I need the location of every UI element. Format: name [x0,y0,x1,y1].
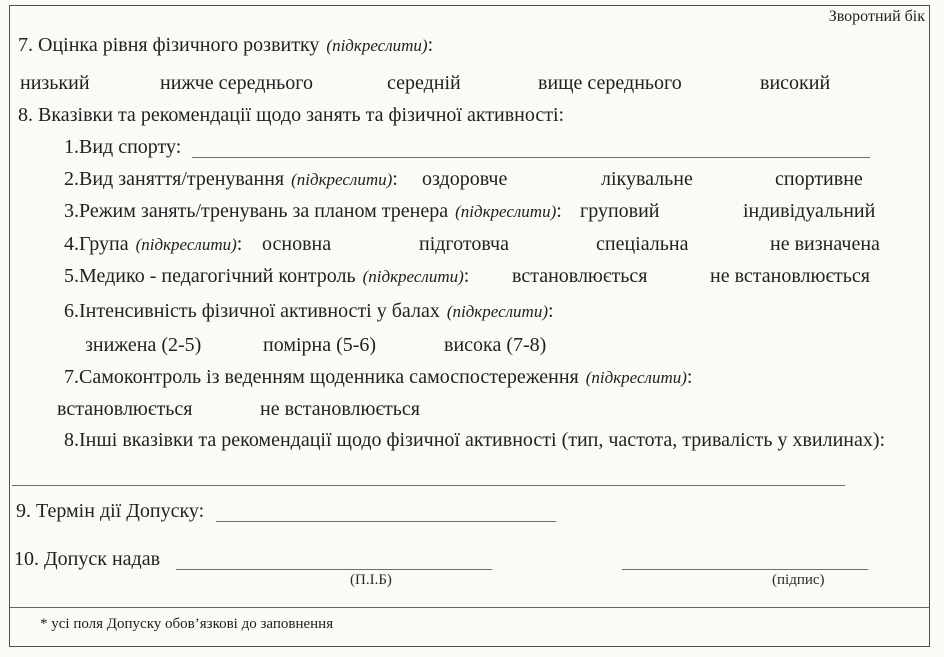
colon: : [686,366,693,388]
option-reduced-intensity[interactable]: знижена (2-5) [85,334,202,356]
granted-by-name-blank[interactable] [176,550,492,570]
field-group-label [64,233,242,256]
underline-note: (підкреслити) [291,170,393,189]
underline-note: (підкреслити) [455,202,557,221]
footer-divider [9,607,930,608]
field-activity-type-text: 2.Вид заняття/тренування [64,168,285,190]
field-sport-type-label: 1.Вид спорту: [64,136,182,158]
field-self-control-text: 7.Самоконтроль із веденням щоденника самоспостереження [64,366,579,388]
field-self-control-label [64,366,692,389]
option-high[interactable]: високий [760,72,831,94]
validity-term-blank[interactable] [216,502,556,522]
field-medical-pedagogical-control-label [64,265,469,288]
field-other-instructions-label: 8.Інші вказівки та рекомендації щодо фізичної активності (тип, частота, тривалість у хвилинах): [64,429,886,451]
option-below-average[interactable]: нижче середнього [160,72,313,94]
option-low[interactable]: низький [20,72,90,94]
option-high-intensity[interactable]: висока (7-8) [444,334,547,356]
footnote: * усі поля Допуску обов’язкові до заповнення [40,616,334,632]
field-physical-development-label [18,34,433,57]
field-group-text: 4.Група [64,233,129,255]
option-main[interactable]: основна [262,233,332,255]
option-therapeutic[interactable]: лікувальне [601,168,693,190]
option-self-control-not-established[interactable]: не встановлюється [260,398,420,420]
signature-caption: (підпис) [772,572,825,588]
underline-note: (підкреслити) [585,368,687,387]
option-individual[interactable]: індивідуальний [743,200,876,222]
option-self-control-established[interactable]: встановлюється [57,398,193,420]
option-sports[interactable]: спортивне [775,168,863,190]
underline-note: (підкреслити) [362,267,464,286]
underline-note: (підкреслити) [446,302,548,321]
corner-label: Зворотний бік [828,8,925,25]
option-established[interactable]: встановлюється [512,265,648,287]
option-preparatory[interactable]: підготовча [419,233,509,255]
option-average[interactable]: середній [387,72,461,94]
field-validity-term-label: 9. Термін дії Допуску: [16,500,205,522]
colon: : [427,34,434,56]
option-moderate-intensity[interactable]: помірна (5-6) [263,334,377,356]
field-intensity-label [64,300,554,323]
colon: : [392,168,398,190]
option-wellness[interactable]: оздоровче [422,168,508,190]
option-undefined[interactable]: не визначена [770,233,880,255]
name-caption: (П.І.Б) [350,572,392,588]
option-not-established[interactable]: не встановлюється [710,265,870,287]
option-special[interactable]: спеціальна [596,233,689,255]
field-activity-type-label [64,168,398,191]
section-8-title: 8. Вказівки та рекомендації щодо занять та фізичної активності: [18,104,565,126]
field-med-control-text: 5.Медико - педагогічний контроль [64,265,356,287]
colon: : [463,265,470,287]
field-admission-granted-label: 10. Допуск надав [14,548,161,570]
colon: : [547,300,554,322]
other-instructions-blank[interactable] [12,465,845,486]
field-7-text: 7. Оцінка рівня фізичного розвитку [18,34,320,56]
option-group[interactable]: груповий [580,200,660,222]
colon: : [556,200,562,222]
sport-type-blank[interactable] [192,138,870,158]
option-above-average[interactable]: вище середнього [538,72,682,94]
granted-by-signature-blank[interactable] [622,550,868,570]
underline-note: (підкреслити) [326,36,428,55]
colon: : [236,233,243,255]
field-training-mode-label [64,200,562,223]
underline-note: (підкреслити) [135,235,237,254]
field-intensity-text: 6.Інтенсивність фізичної активності у балах [64,300,440,322]
field-training-mode-text: 3.Режим занять/тренувань за планом тренера [64,200,449,222]
